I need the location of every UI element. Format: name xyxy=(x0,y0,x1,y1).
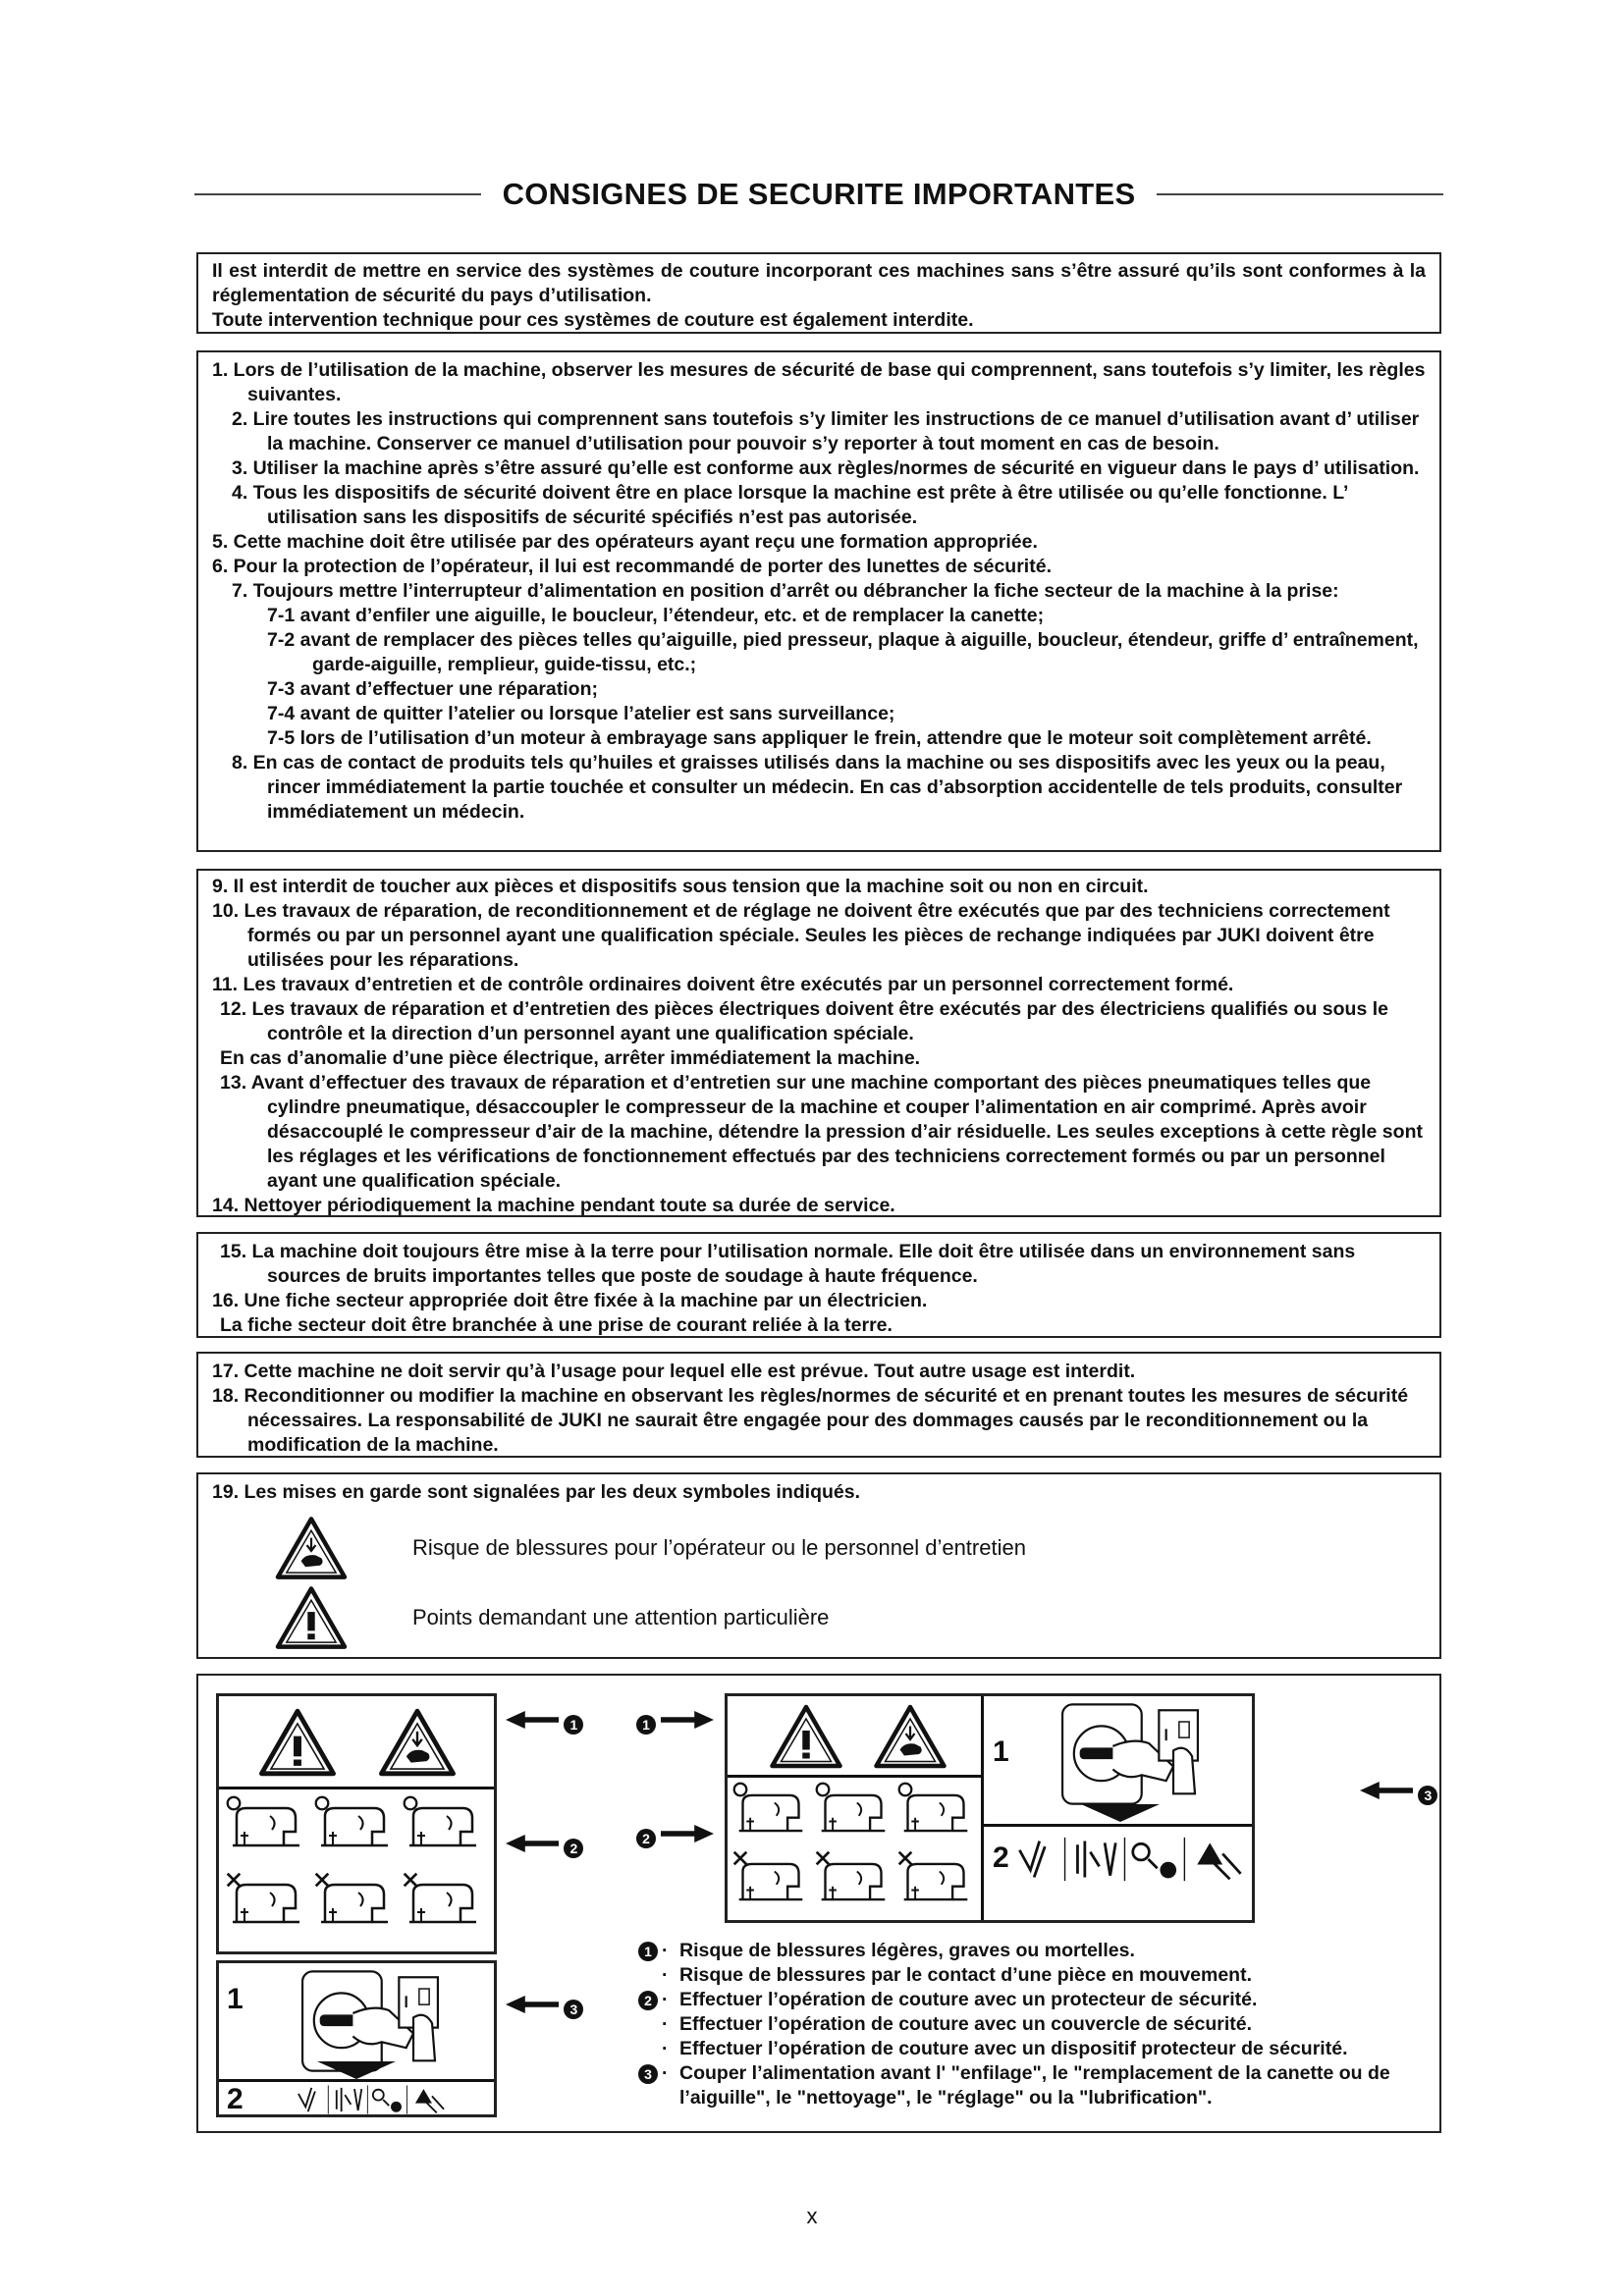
rule-7-3: 7-3 avant d’effectuer une réparation; xyxy=(267,678,599,700)
rule-5: 5. Cette machine doit être utilisée par des opérateurs ayant reçu une formation appropriée. xyxy=(212,531,1038,553)
legend-1b-text: Risque de blessures par le contact d’une pièce en mouvement. xyxy=(679,1964,1253,1986)
rule-7-4: 7-4 avant de quitter l’atelier ou lorsque l’atelier est sans surveillance; xyxy=(267,703,895,724)
symbol-row-injury xyxy=(275,1516,1026,1580)
legend-2b-text: Effectuer l’opération de couture avec un couvercle de sécurité. xyxy=(679,2013,1253,2035)
circle-number-1: 1 xyxy=(638,1942,658,1961)
bullet: · xyxy=(662,1940,669,1961)
x-mark-icon xyxy=(896,1849,914,1867)
rule-9: 9. Il est interdit de toucher aux pièces et dispositifs sous tension que la machine soit ou non en circuit. xyxy=(212,876,1149,897)
rules-box-1 xyxy=(196,350,1441,852)
legend-3-text: Couper l’alimentation avant l' "enfilage", le "remplacement de la canette ou de l’aiguille", le "nettoyage", le "réglage" ou la "lubrification". xyxy=(679,2062,1390,2109)
legend-row-2b xyxy=(638,2012,1424,2037)
page-number: x xyxy=(806,2204,818,2228)
rule-7: 7. Toujours mettre l’interrupteur d’alimentation en position d’arrêt ou débrancher la fiche secteur de la machine à la prise: xyxy=(232,580,1339,602)
rule-15: 15. La machine doit toujours être mise à la terre pour l’utilisation normale. Elle doit être utilisée dans un environnement sans sources de bruits importantes telles que poste de soudage à haute fréquence. xyxy=(220,1241,1356,1287)
circle-number-3: 3 xyxy=(638,2064,658,2084)
page-title: CONSIGNES DE SECURITE IMPORTANTES xyxy=(502,177,1136,211)
title-rule-right xyxy=(1157,193,1443,195)
legend-row-1a xyxy=(638,1939,1424,1963)
label-panel-left-top xyxy=(216,1693,497,1954)
circle-number-1: 1 xyxy=(564,1715,583,1735)
step-2-label: 2 xyxy=(227,2083,244,2115)
rule-12: 12. Les travaux de réparation et d’entretien des pièces électriques doivent être exécutés par des électriciens qualifiés ou sous le contrôle et la direction d’un personnel ayant une qualification spéciale. xyxy=(220,998,1388,1044)
arrow-left-icon xyxy=(505,1996,560,2013)
title-row xyxy=(194,175,1443,214)
down-arrow-icon xyxy=(1081,1804,1160,1824)
intro-paragraph-2: Toute intervention technique pour ces systèmes de couture est également interdite. xyxy=(212,309,974,331)
legend xyxy=(638,1939,1424,2110)
exclamation-warning-icon xyxy=(258,1708,337,1777)
power-switch-icon xyxy=(262,1967,478,2075)
x-mark-icon xyxy=(402,1871,419,1889)
o-mark-icon xyxy=(225,1794,243,1812)
rule-4: 4. Tous les dispositifs de sécurité doivent être en place lorsque la machine est prête à être utilisée ou qu’elle fonctionne. L’ utilisation sans les dispositifs de sécurité spécifiés n’est pas autorisée. xyxy=(232,482,1348,528)
rule-17: 17. Cette machine ne doit servir qu’à l’usage pour lequel elle est prévue. Tout autre usage est interdit. xyxy=(212,1361,1136,1382)
o-mark-icon xyxy=(731,1781,749,1798)
x-mark-icon xyxy=(225,1871,243,1889)
rule-6: 6. Pour la protection de l’opérateur, il lui est recommandé de porter des lunettes de sécurité. xyxy=(212,556,1052,577)
panel-divider xyxy=(219,2079,494,2082)
arrow-left-icon xyxy=(505,1711,560,1729)
step-1-label: 1 xyxy=(993,1735,1009,1768)
arrow-right-icon xyxy=(660,1825,715,1842)
rule-14: 14. Nettoyer périodiquement la machine pendant toute sa durée de service. xyxy=(212,1195,895,1216)
rule-11: 11. Les travaux d’entretien et de contrôle ordinaires doivent être exécutés par un personnel correctement formé. xyxy=(212,974,1234,995)
threading-tools-icon xyxy=(1012,1834,1248,1885)
intro-box xyxy=(196,252,1441,334)
rule-3: 3. Utiliser la machine après s’être assuré qu’elle est conforme aux règles/normes de sécurité en vigueur dans le pays d’ utilisation. xyxy=(232,457,1420,479)
hand-warning-icon xyxy=(873,1704,947,1769)
legend-row-3 xyxy=(638,2061,1424,2110)
rules-box-3 xyxy=(196,1232,1441,1338)
circle-number-3: 3 xyxy=(1418,1786,1437,1805)
rules-box-2 xyxy=(196,869,1441,1217)
label-panel-right xyxy=(725,1693,1255,1923)
circle-number-2: 2 xyxy=(564,1839,583,1858)
o-mark-icon xyxy=(814,1781,832,1798)
x-mark-icon xyxy=(313,1871,331,1889)
title-rule-left xyxy=(194,193,481,195)
down-arrow-icon xyxy=(317,2061,396,2081)
rule-1: 1. Lors de l’utilisation de la machine, observer les mesures de sécurité de base qui comprennent, sans toutefois s’y limiter, les règles suivantes. xyxy=(212,359,1426,405)
power-switch-icon xyxy=(1022,1700,1238,1808)
rule-16: 16. Une fiche secteur appropriée doit être fixée à la machine par un électricien. xyxy=(212,1290,928,1311)
legend-row-2c xyxy=(638,2037,1424,2061)
panel-divider xyxy=(219,1787,494,1789)
label-panel-left-bottom xyxy=(216,1960,497,2117)
rule-18: 18. Reconditionner ou modifier la machine en observant les règles/normes de sécurité et en prenant toutes les mesures de sécurité nécessaires. La responsabilité de JUKI ne saurait être engagée pour des dommages causés par le reconditionnement ou la modification de la machine. xyxy=(212,1385,1409,1456)
rule-10: 10. Les travaux de réparation, de reconditionnement et de réglage ne doivent être exécutés que par des techniciens correctement formés ou par un personnel ayant une qualification spéciale. Seules les pièces de rechange indiquées par JUKI doivent être utilisées pour les réparations. xyxy=(212,900,1390,971)
o-mark-icon xyxy=(402,1794,419,1812)
rule-8: 8. En cas de contact de produits tels qu’huiles et graisses utilisés dans la machine ou ses dispositifs avec les yeux ou la peau, rincer immédiatement la partie touchée et consulter un médecin. En cas d’absorption accidentelle de tels produits, consulter immédiatement un médecin. xyxy=(232,752,1403,823)
circle-number-3: 3 xyxy=(564,2000,583,2019)
hand-warning-icon xyxy=(275,1516,348,1580)
symbols-box xyxy=(196,1472,1441,1659)
step-2-label: 2 xyxy=(993,1842,1009,1874)
threading-tools-icon xyxy=(248,2083,494,2116)
o-mark-icon xyxy=(313,1794,331,1812)
arrow-left-icon xyxy=(1359,1782,1414,1799)
bullet: · xyxy=(662,2013,669,2035)
x-mark-icon xyxy=(731,1849,749,1867)
rule-19: 19. Les mises en garde sont signalées par les deux symboles indiqués. xyxy=(212,1481,861,1503)
rules-box-4 xyxy=(196,1352,1441,1458)
bullet: · xyxy=(662,2062,669,2084)
arrow-right-icon xyxy=(660,1711,715,1729)
rule-7-2: 7-2 avant de remplacer des pièces telles qu’aiguille, pied presseur, plaque à aiguille, boucleur, étendeur, griffe d’ entraînement, garde-aiguille, remplieur, guide-tissu, etc.; xyxy=(267,629,1419,675)
circle-number-1: 1 xyxy=(636,1715,656,1735)
rule-12-note: En cas d’anomalie d’une pièce électrique, arrêter immédiatement la machine. xyxy=(220,1047,921,1069)
circle-number-2: 2 xyxy=(638,1991,658,2010)
bullet: · xyxy=(662,2038,669,2059)
hand-warning-icon xyxy=(378,1708,457,1777)
panel-divider xyxy=(728,1775,983,1778)
rule-7-1: 7-1 avant d’enfiler une aiguille, le boucleur, l’étendeur, etc. et de remplacer la canette; xyxy=(267,605,1045,626)
o-mark-icon xyxy=(896,1781,914,1798)
panel-divider-vertical xyxy=(981,1696,984,1920)
panel-divider xyxy=(981,1824,1252,1827)
warning-labels-box xyxy=(196,1674,1441,2133)
callout-2-right xyxy=(636,1825,715,1848)
callout-1-left xyxy=(505,1711,583,1735)
rule-13: 13. Avant d’effectuer des travaux de réparation et d’entretien sur une machine comportant des pièces pneumatiques telles que cylindre pneumatique, désaccoupler le compresseur de la machine et couper l’alimentation en air comprimé. Après avoir désaccouplé le compresseur d’air de la machine, détendre la pression d’air résiduelle. Les seules exceptions à cette règle sont les réglages et les vérifications de fonctionnement effectués par des techniciens correctement formés ou par un personnel ayant une qualification spéciale. xyxy=(220,1072,1423,1192)
symbol-attention-label: Points demandant une attention particulière xyxy=(412,1605,830,1629)
symbol-row-attention xyxy=(275,1585,829,1650)
bullet: · xyxy=(662,1989,669,2010)
exclamation-warning-icon xyxy=(769,1704,843,1769)
legend-row-1b xyxy=(638,1963,1424,1988)
bullet: · xyxy=(662,1964,669,1986)
rule-2: 2. Lire toutes les instructions qui comprennent sans toutefois s’y limiter les instructions de ce manuel d’utilisation avant d’ utiliser la machine. Conserver ce manuel d’utilisation pour pouvoir s’y reporter à tout moment en cas de besoin. xyxy=(232,408,1420,454)
step-1-label: 1 xyxy=(227,1983,244,2015)
legend-2a-text: Effectuer l’opération de couture avec un protecteur de sécurité. xyxy=(679,1989,1258,2010)
callout-3-left xyxy=(505,1996,583,2019)
legend-1a-text: Risque de blessures légères, graves ou mortelles. xyxy=(679,1940,1135,1961)
callout-1-right xyxy=(636,1711,715,1735)
exclamation-warning-icon xyxy=(275,1585,348,1650)
arrow-left-icon xyxy=(505,1835,560,1852)
callout-3-right xyxy=(1359,1782,1437,1805)
intro-paragraph-1: Il est interdit de mettre en service des systèmes de couture incorporant ces machines sans s’être assuré qu’ils sont conformes à la réglementation de sécurité du pays d’utilisation. xyxy=(212,260,1426,306)
rule-7-5: 7-5 lors de l’utilisation d’un moteur à embrayage sans appliquer le frein, attendre que le moteur soit complètement arrêté. xyxy=(267,727,1372,749)
legend-2c-text: Effectuer l’opération de couture avec un dispositif protecteur de sécurité. xyxy=(679,2038,1348,2059)
rule-16-note: La fiche secteur doit être branchée à une prise de courant reliée à la terre. xyxy=(220,1314,893,1336)
circle-number-2: 2 xyxy=(636,1829,656,1848)
callout-2-left xyxy=(505,1835,583,1858)
symbol-injury-label: Risque de blessures pour l’opérateur ou le personnel d’entretien xyxy=(412,1535,1026,1560)
legend-row-2a xyxy=(638,1988,1424,2012)
x-mark-icon xyxy=(814,1849,832,1867)
